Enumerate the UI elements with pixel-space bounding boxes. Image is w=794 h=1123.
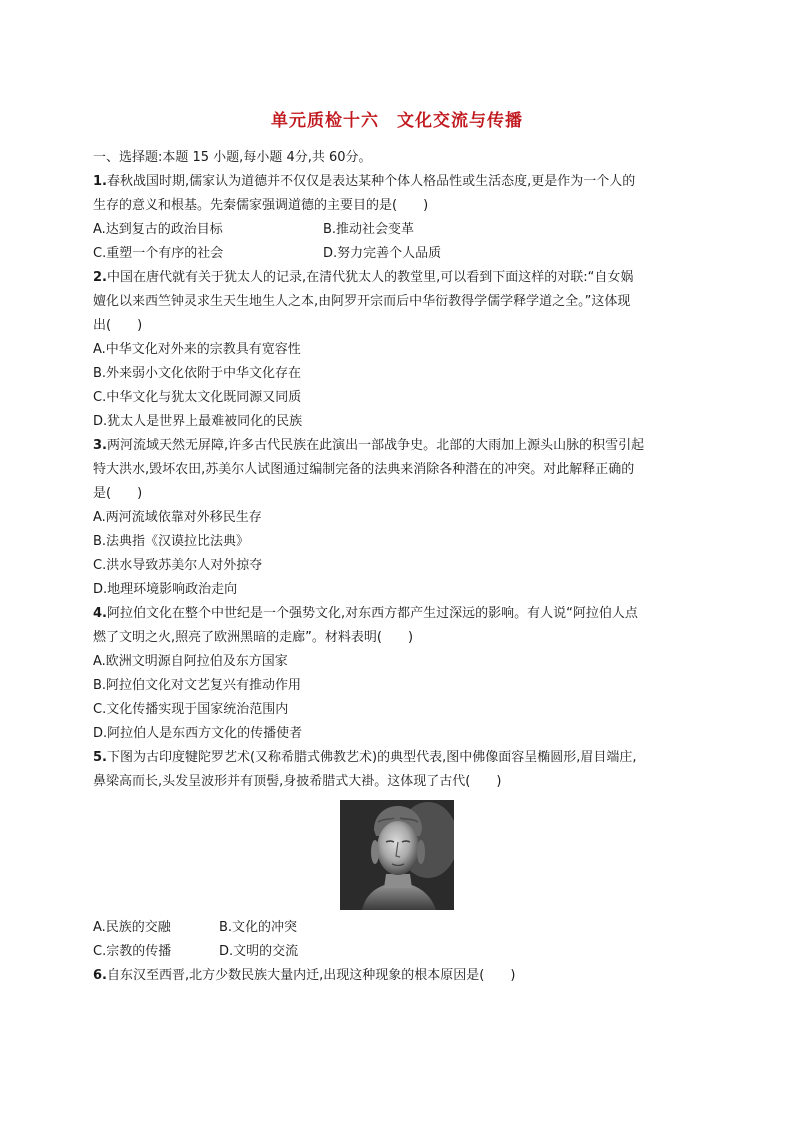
question-1-option-b[interactable]: B.推动社会变革 — [323, 222, 415, 237]
section-heading: 一、选择题:本题 15 小题,每小题 4分,共 60分。 — [93, 150, 372, 165]
question-3-line-1 — [93, 434, 705, 458]
question-5-line-2: 鼻梁高而长,头发呈波形并有顶髻,身披希腊式大褂。这体现了古代( ) — [93, 774, 502, 789]
question-2-line-3: 出( ) — [93, 318, 143, 333]
question-1-option-d[interactable]: D.努力完善个人品质 — [323, 246, 442, 261]
question-5-options-row-1 — [93, 916, 705, 940]
question-1-options-row-1 — [93, 218, 705, 242]
question-5-option-b[interactable]: B.文化的冲突 — [219, 920, 298, 935]
buddha-head-illustration — [340, 800, 454, 910]
question-2-text: 中国在唐代就有关于犹太人的记录,在清代犹太人的教堂里,可以看到下面这样的对联:“自女娲 — [106, 270, 634, 285]
question-5-option-a[interactable]: A.民族的交融 — [93, 920, 171, 935]
question-3-number: 3. — [93, 438, 107, 453]
question-6-line-1 — [93, 964, 705, 988]
question-6-text: 自东汉至西晋,北方少数民族大量内迁,出现这种现象的根本原因是( ) — [106, 968, 516, 983]
question-4-option-d[interactable]: D.阿拉伯人是东西方文化的传播使者 — [93, 726, 303, 741]
question-4-option-a[interactable]: A.欧洲文明源自阿拉伯及东方国家 — [93, 654, 288, 669]
question-3-option-c[interactable]: C.洪水导致苏美尔人对外掠夺 — [93, 558, 263, 573]
question-4-line-1 — [93, 602, 705, 626]
question-1-options-row-2 — [93, 242, 705, 266]
question-3-line-3: 是( ) — [93, 486, 143, 501]
question-1-option-a[interactable]: A.达到复古的政治目标 — [93, 222, 223, 237]
question-2-option-a[interactable]: A.中华文化对外来的宗教具有宽容性 — [93, 342, 301, 357]
question-2-line-2: 嬗化以来西竺钟灵求生天生地生人之本,由阿罗开宗而后中华衍教得学儒学释学道之全。”这体现 — [93, 294, 631, 309]
question-5-line-1 — [93, 746, 705, 770]
question-4-number: 4. — [93, 606, 107, 621]
question-1-number: 1. — [93, 174, 107, 189]
question-5-text: 下图为古印度犍陀罗艺术(又称希腊式佛教艺术)的典型代表,图中佛像面容呈椭圆形,眉目端庄, — [106, 750, 637, 765]
question-5-option-c[interactable]: C.宗教的传播 — [93, 944, 172, 959]
question-4-option-c[interactable]: C.文化传播实现于国家统治范围内 — [93, 702, 289, 717]
question-2-option-d[interactable]: D.犹太人是世界上最难被同化的民族 — [93, 414, 303, 429]
question-2-option-b[interactable]: B.外来弱小文化依附于中华文化存在 — [93, 366, 302, 381]
question-list — [93, 146, 705, 988]
question-5-options-row-2 — [93, 940, 705, 964]
question-6-number: 6. — [93, 968, 107, 983]
question-1-line-1 — [93, 170, 705, 194]
page-title: 单元质检十六 文化交流与传播 — [271, 111, 523, 131]
question-2-number: 2. — [93, 270, 107, 285]
question-4-text: 阿拉伯文化在整个中世纪是一个强势文化,对东西方都产生过深远的影响。有人说“阿拉伯人点 — [106, 606, 638, 621]
question-3-text: 两河流域天然无屏障,许多古代民族在此演出一部战争史。北部的大雨加上源头山脉的积雪引起 — [106, 438, 645, 453]
question-2-option-c[interactable]: C.中华文化与犹太文化既同源又同质 — [93, 390, 302, 405]
question-2-line-1 — [93, 266, 705, 290]
question-5-number: 5. — [93, 750, 107, 765]
question-4-line-2: 燃了文明之火,照亮了欧洲黑暗的走廊”。材料表明( ) — [93, 630, 414, 645]
question-1-option-c[interactable]: C.重塑一个有序的社会 — [93, 246, 224, 261]
question-1-line-2: 生存的意义和根基。先秦儒家强调道德的主要目的是( ) — [93, 198, 429, 213]
question-3-option-b[interactable]: B.法典指《汉谟拉比法典》 — [93, 534, 250, 549]
question-4-option-b[interactable]: B.阿拉伯文化对文艺复兴有推动作用 — [93, 678, 302, 693]
question-5-option-d[interactable]: D.文明的交流 — [219, 944, 299, 959]
question-3-option-a[interactable]: A.两河流域依靠对外移民生存 — [93, 510, 262, 525]
question-1-text: 春秋战国时期,儒家认为道德并不仅仅是表达某种个体人格品性或生活态度,更是作为一个人的 — [106, 174, 636, 189]
question-3-option-d[interactable]: D.地理环境影响政治走向 — [93, 582, 238, 597]
question-3-line-2: 特大洪水,毁坏农田,苏美尔人试图通过编制完备的法典来消除各种潜在的冲突。对此解释正确的 — [93, 462, 635, 477]
gandhara-buddha-image — [340, 800, 454, 910]
